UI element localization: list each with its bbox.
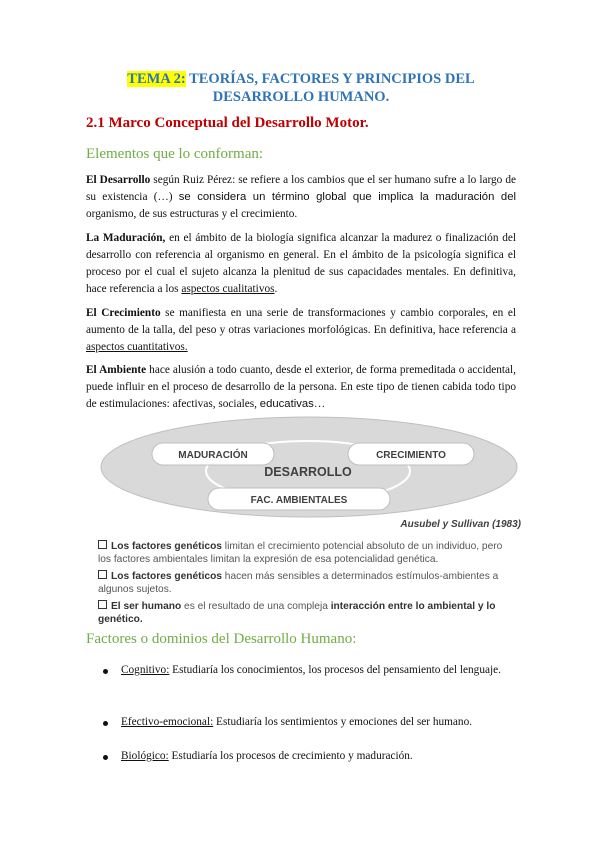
ambiente-word: educativas	[259, 398, 314, 410]
factors-heading: Factores o dominios del Desarrollo Humano:	[86, 631, 357, 647]
factor-label: Cognitivo:	[121, 664, 170, 676]
maduracion-text: en el ámbito de la biología significa alcanzar la madurez o finalización del desarrollo con referencia al organismo en general. En el ámbito de la psicología significa el proceso por el cual el sujeto alcanza la plenitud de sus capacidades mentales. En definitiva, hace referencia a los	[86, 232, 516, 295]
ambiente-end: …	[313, 398, 326, 410]
note-bold: Los factores genéticos	[111, 541, 222, 552]
note-bold: Los factores genéticos	[111, 571, 222, 582]
term-maduracion: La Maduración,	[86, 232, 166, 244]
factor-text: Estudiaría los procesos de crecimiento y maduración.	[168, 750, 413, 762]
bullet-icon	[103, 669, 108, 674]
paragraph-maduracion	[86, 230, 516, 298]
list-item	[100, 714, 531, 731]
crecimiento-text: se manifiesta en una serie de transformaciones y cambio corporales, en el aumento de la talla, del peso y otras variaciones morfológicas. En definitiva, hace referencia a	[86, 307, 516, 336]
note-bold: El ser humano	[111, 601, 182, 612]
paragraph-ambiente	[86, 362, 516, 413]
factor-text: Estudiaría los sentimientos y emociones del ser humano.	[213, 716, 473, 728]
note-bold: interacción entre lo ambiental y lo genético.	[98, 601, 496, 625]
paragraph-crecimiento	[86, 305, 516, 356]
note-text: es el resultado de una compleja	[181, 601, 331, 612]
note-text: limitan el crecimiento potencial absoluto de un individuo, pero los factores ambientales limitan la expresión de esa potencialidad genética.	[98, 541, 503, 565]
note-item	[98, 570, 518, 596]
notes-list	[98, 540, 518, 630]
title-text: TEORÍAS, FACTORES Y PRINCIPIOS DEL DESARROLLO HUMANO.	[185, 71, 475, 105]
note-item	[98, 540, 518, 566]
note-text: hacen más sensibles a determinados estímulos-ambientes a algunos sujetos.	[98, 571, 499, 595]
desarrollo-text-3: organismo, de sus estructuras y el crecimiento.	[86, 208, 298, 220]
factor-label: Biológico:	[121, 750, 169, 762]
checkbox-icon	[98, 570, 107, 579]
label-crecimiento: CRECIMIENTO	[376, 450, 446, 461]
desarrollo-text-2: se considera un término global que implica la maduración del	[178, 191, 516, 203]
paragraph-desarrollo	[86, 172, 516, 223]
page-title	[86, 70, 516, 106]
title-highlight: TEMA 2:	[127, 71, 186, 87]
term-desarrollo: El Desarrollo	[86, 174, 151, 186]
maduracion-underlined: aspectos cualitativos	[181, 283, 275, 295]
checkbox-icon	[98, 600, 107, 609]
label-maduracion: MADURACIÓN	[178, 450, 248, 461]
list-item	[100, 748, 531, 765]
list-item	[100, 662, 511, 679]
bullet-icon	[103, 755, 108, 760]
section-heading: 2.1 Marco Conceptual del Desarrollo Motor.	[86, 115, 369, 131]
checkbox-icon	[98, 540, 107, 549]
elements-heading: Elementos que lo conforman:	[86, 146, 264, 162]
term-ambiente: El Ambiente	[86, 364, 147, 376]
crecimiento-underlined: aspectos cuantitativos.	[86, 341, 188, 353]
label-ambientales: FAC. AMBIENTALES	[250, 495, 348, 506]
diagram-credit: Ausubel y Sullivan (1983)	[400, 519, 521, 530]
bullet-icon	[103, 721, 108, 726]
note-item	[98, 600, 518, 626]
development-diagram	[95, 415, 525, 533]
factor-label: Efectivo-emocional:	[121, 716, 214, 728]
label-desarrollo: DESARROLLO	[264, 465, 352, 479]
ambiente-text: hace alusión a todo cuanto, desde el exterior, de forma premeditada o accidental, puede influir en el proceso de desarrollo de la persona. En este tipo de tienen cabida todo tipo de estimulaciones: afectivas, sociales,	[86, 364, 517, 410]
maduracion-end: .	[274, 283, 278, 295]
term-crecimiento: El Crecimiento	[86, 307, 161, 319]
desarrollo-text-1: según Ruiz Pérez: se refiere a los cambios que el ser humano sufre a lo largo de su existencia (…)	[86, 174, 516, 203]
factor-text: Estudiaría los conocimientos, los procesos del pensamiento del lenguaje.	[169, 664, 501, 676]
